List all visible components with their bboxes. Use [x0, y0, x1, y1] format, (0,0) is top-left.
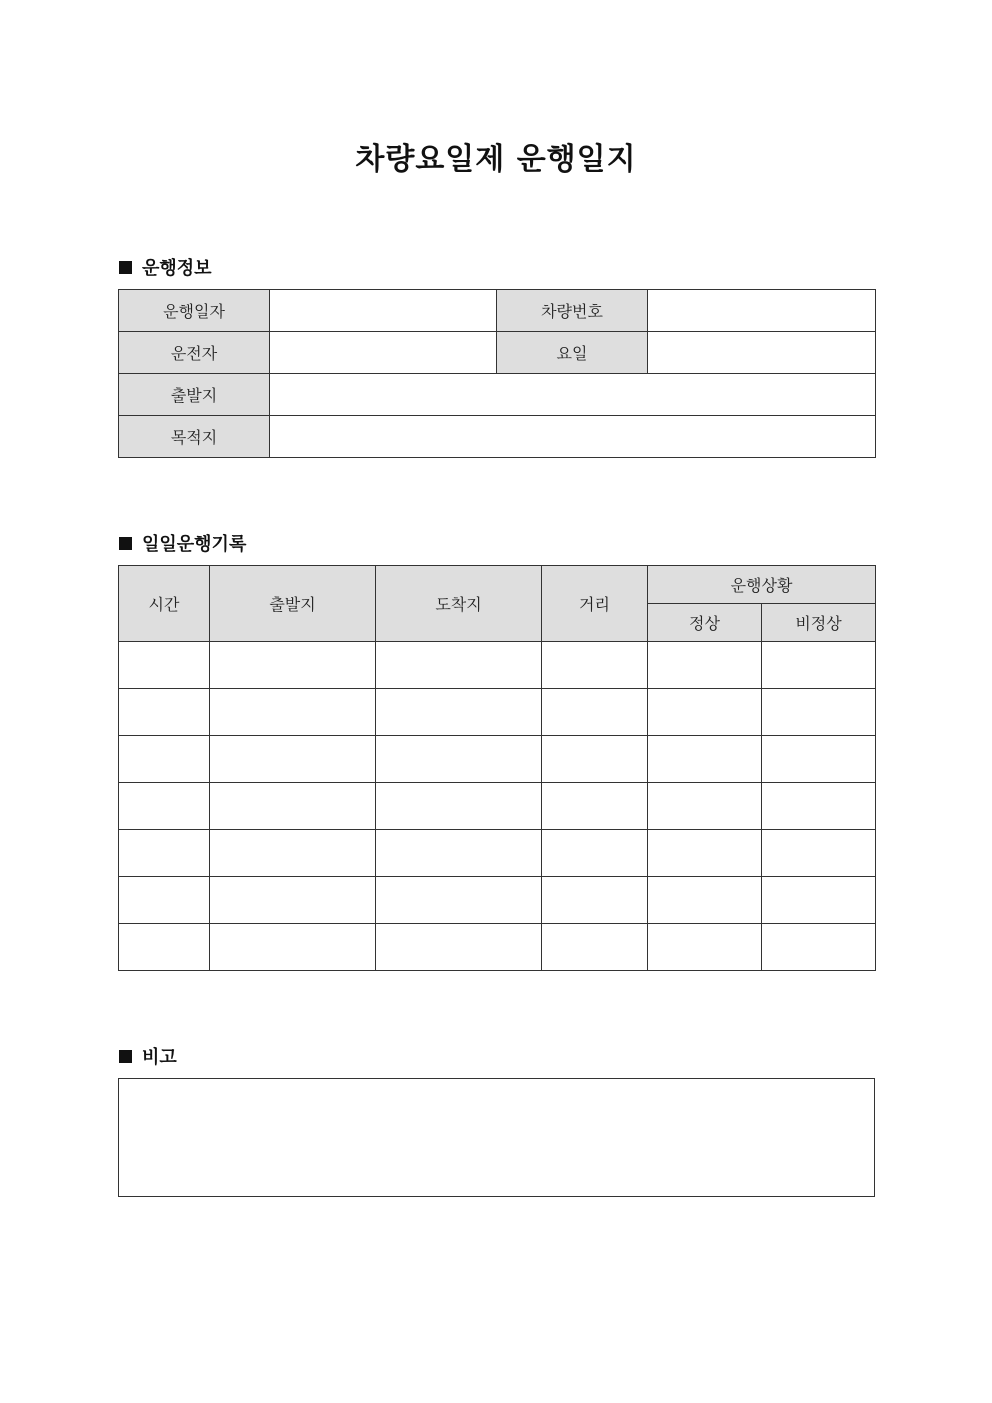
distance-cell[interactable]: [542, 783, 648, 830]
departure-cell[interactable]: [210, 736, 376, 783]
time-cell[interactable]: [119, 877, 210, 924]
abnormal-cell[interactable]: [762, 877, 876, 924]
distance-cell[interactable]: [542, 689, 648, 736]
info-table: [118, 289, 876, 458]
daily-log-table: [118, 565, 876, 971]
time-cell[interactable]: [119, 783, 210, 830]
time-cell[interactable]: [119, 642, 210, 689]
col-header-time: 시간: [119, 566, 210, 642]
time-cell[interactable]: [119, 689, 210, 736]
abnormal-cell[interactable]: [762, 830, 876, 877]
driver-field[interactable]: [270, 332, 497, 374]
normal-cell[interactable]: [648, 877, 762, 924]
abnormal-cell[interactable]: [762, 783, 876, 830]
square-bullet-icon: [119, 261, 132, 274]
weekday-field[interactable]: [648, 332, 876, 374]
date-label: 운행일자: [119, 290, 270, 332]
section-heading-log: [119, 530, 246, 556]
time-cell[interactable]: [119, 736, 210, 783]
table-row: [119, 877, 876, 924]
departure-cell[interactable]: [210, 642, 376, 689]
normal-cell[interactable]: [648, 642, 762, 689]
col-header-normal: 정상: [648, 604, 762, 642]
table-row: [119, 736, 876, 783]
vehicle-number-field[interactable]: [648, 290, 876, 332]
arrival-cell[interactable]: [376, 689, 542, 736]
normal-cell[interactable]: [648, 736, 762, 783]
section-heading-log-label: 일일운행기록: [142, 534, 247, 555]
date-field[interactable]: [270, 290, 497, 332]
remarks-field[interactable]: [118, 1078, 875, 1197]
departure-cell[interactable]: [210, 877, 376, 924]
distance-cell[interactable]: [542, 830, 648, 877]
col-header-status: 운행상황: [648, 566, 876, 604]
table-row: [119, 642, 876, 689]
col-header-distance: 거리: [542, 566, 648, 642]
weekday-label: 요일: [497, 332, 648, 374]
normal-cell[interactable]: [648, 924, 762, 971]
normal-cell[interactable]: [648, 830, 762, 877]
destination-label: 목적지: [119, 416, 270, 458]
departure-label: 출발지: [119, 374, 270, 416]
vehicle-number-label: 차량번호: [497, 290, 648, 332]
time-cell[interactable]: [119, 924, 210, 971]
arrival-cell[interactable]: [376, 783, 542, 830]
section-heading-info-label: 운행정보: [142, 258, 212, 279]
col-header-abnormal: 비정상: [762, 604, 876, 642]
departure-cell[interactable]: [210, 924, 376, 971]
square-bullet-icon: [119, 537, 132, 550]
arrival-cell[interactable]: [376, 924, 542, 971]
abnormal-cell[interactable]: [762, 736, 876, 783]
distance-cell[interactable]: [542, 736, 648, 783]
table-row: [119, 783, 876, 830]
departure-cell[interactable]: [210, 830, 376, 877]
time-cell[interactable]: [119, 830, 210, 877]
distance-cell[interactable]: [542, 642, 648, 689]
departure-field[interactable]: [270, 374, 876, 416]
distance-cell[interactable]: [542, 924, 648, 971]
section-heading-remarks-label: 비고: [142, 1047, 177, 1068]
distance-cell[interactable]: [542, 877, 648, 924]
arrival-cell[interactable]: [376, 642, 542, 689]
col-header-departure: 출발지: [210, 566, 376, 642]
departure-cell[interactable]: [210, 783, 376, 830]
driver-label: 운전자: [119, 332, 270, 374]
arrival-cell[interactable]: [376, 830, 542, 877]
square-bullet-icon: [119, 1050, 132, 1063]
table-row: [119, 924, 876, 971]
arrival-cell[interactable]: [376, 877, 542, 924]
page-title: 차량요일제 운행일지: [355, 142, 637, 177]
abnormal-cell[interactable]: [762, 924, 876, 971]
abnormal-cell[interactable]: [762, 689, 876, 736]
abnormal-cell[interactable]: [762, 642, 876, 689]
normal-cell[interactable]: [648, 689, 762, 736]
section-heading-remarks: [119, 1043, 177, 1069]
normal-cell[interactable]: [648, 783, 762, 830]
arrival-cell[interactable]: [376, 736, 542, 783]
table-row: [119, 830, 876, 877]
table-row: [119, 689, 876, 736]
col-header-arrival: 도착지: [376, 566, 542, 642]
destination-field[interactable]: [270, 416, 876, 458]
section-heading-info: [119, 254, 212, 280]
departure-cell[interactable]: [210, 689, 376, 736]
